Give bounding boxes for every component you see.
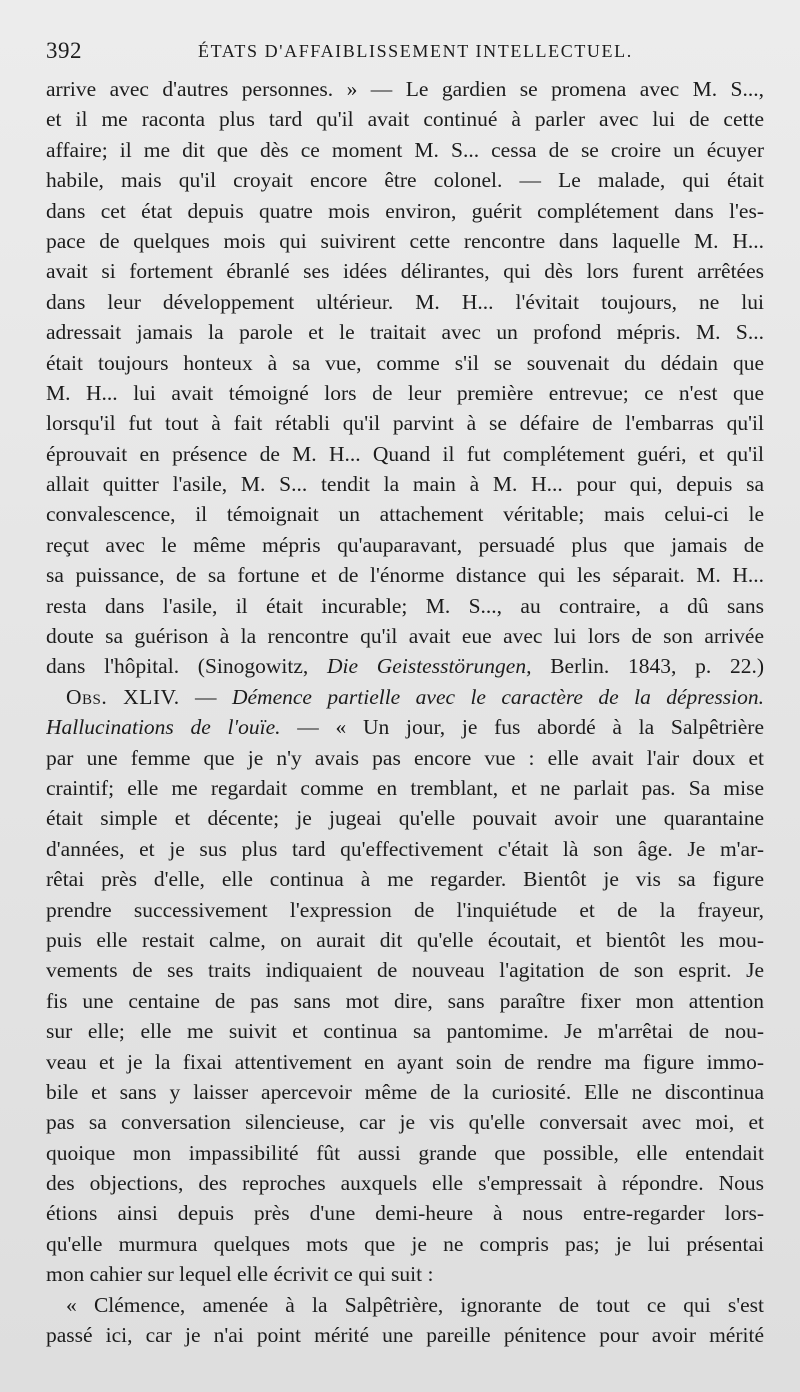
page-header [46,38,762,68]
text-line: reçut avec le même mépris qu'auparavant, persuadé plus que jamais de [46,532,764,557]
text-line: vements de ses traits indiquaient de nouveau l'agitation de son esprit. Je [46,958,764,983]
cited-work-title: Die Geistesstörungen, [327,654,532,679]
observation-title: Démence partielle avec le caractère de la dépression. [231,684,764,709]
text-line: quoique mon impassibilité fût aussi grande que possible, elle entendait [46,1140,764,1165]
text-line: était simple et décente; je jugeai qu'elle pouvait avoir une quarantaine [46,806,764,831]
text-line: et il me raconta plus tard qu'il avait continué à parler avec lui de cette [46,107,764,132]
text-line: sa puissance, de sa fortune et de l'énorme distance qui les séparait. M. H... [46,563,764,588]
text-line: convalescence, il témoignait un attachement véritable; mais celui-ci le [46,502,764,527]
text-line: adressait jamais la parole et le traitait avec un profond mépris. M. S... [46,320,764,345]
text-line: bile et sans y laisser apercevoir même de la curiosité. Elle ne discontinua [46,1079,764,1104]
text-line: par une femme que je n'y avais pas encore vue : elle avait l'air doux et [46,745,764,770]
text-line: avait si fortement ébranlé ses idées délirantes, qui dès lors furent arrêtées [46,259,764,284]
text-line: sur elle; elle me suivit et continua sa pantomime. Je m'arrêtai de nou- [46,1019,764,1044]
text-line: craintif; elle me regardait comme en tremblant, et ne parlait pas. Sa mise [46,775,764,800]
text-line: prendre successivement l'expression de l'inquiétude et de la frayeur, [46,897,764,922]
text-line: d'années, et je sus plus tard qu'effectivement c'était là son âge. Je m'ar- [46,836,764,861]
running-head: ÉTATS D'AFFAIBLISSEMENT INTELLECTUEL. [198,41,633,61]
text-line: mon cahier sur lequel elle écrivit ce qui suit : [46,1262,434,1287]
text-line: dans leur développement ultérieur. M. H... l'évitait toujours, ne lui [46,289,764,314]
observation-heading-line [46,682,764,712]
text-line: habile, mais qu'il croyait encore être colonel. — Le malade, qui était [46,168,764,193]
text-line: des objections, des reproches auxquels elle s'empressait à répondre. Nous [46,1171,764,1196]
text-line: affaire; il me dit que dès ce moment M. S... cessa de se croire un écuyer [46,137,764,162]
text-line: étions ainsi depuis près d'une demi-heure à nous entre-regarder lors- [46,1201,764,1226]
text-line: allait quitter l'asile, M. S... tendit la main à M. H... pour qui, depuis sa [46,472,764,497]
text-line: veau et je la fixai attentivement en ayant soin de rendre ma figure immo- [46,1049,764,1074]
citation-prefix: dans l'hôpital. (Sinogowitz, [46,654,309,679]
observation-number: Obs. XLIV. [66,684,180,709]
text-line: lorsqu'il fut tout à fait rétabli qu'il parvint à se défaire de l'embarras qu'il [46,411,764,436]
citation-suffix: Berlin. 1843, p. 22.) [550,654,764,679]
text-line: pace de quelques mois qui suivirent cette rencontre dans laquelle M. H... [46,228,764,253]
text-line: éprouvait en présence de M. H... Quand il fut complétement guéri, et qu'il [46,441,764,466]
page-number: 392 [46,38,82,63]
text-line: passé ici, car je n'ai point mérité une pareille pénitence pour avoir mérité [46,1323,764,1348]
text-line: resta dans l'asile, il était incurable; M. S..., au contraire, a dû sans [46,593,764,618]
text-line: doute sa guérison à la rencontre qu'il avait eue avec lui lors de son arrivée [46,624,764,649]
text-line: puis elle restait calme, on aurait dit qu'elle écoutait, et bientôt les mou- [46,927,764,952]
text-line: fis une centaine de pas sans mot dire, sans paraître fixer mon attention [46,988,764,1013]
citation-line [46,651,764,681]
observation-subtitle-line [46,712,764,742]
text-segment: — « Un jour, je fus abordé à la Salpêtrière [280,715,764,740]
text-line: était toujours honteux à sa vue, comme s'il se souvenait du dédain que [46,350,764,375]
text-line: qu'elle murmura quelques mots que je ne compris pas; je lui présentai [46,1231,764,1256]
text-line: pas sa conversation silencieuse, car je vis qu'elle conversait avec moi, et [46,1110,764,1135]
body-text [46,74,764,1350]
text-line: arrive avec d'autres personnes. » — Le gardien se promena avec M. S..., [46,77,764,101]
text-line: dans cet état depuis quatre mois environ, guérit complétement dans l'es- [46,198,764,223]
dash-separator: — [179,684,232,709]
text-line: « Clémence, amenée à la Salpêtrière, ignorante de tout ce qui s'est [66,1292,764,1317]
text-line: rêtai près d'elle, elle continua à me regarder. Bientôt je vis sa figure [46,867,764,892]
text-line: M. H... lui avait témoigné lors de leur première entrevue; ce n'est que [46,380,764,405]
observation-subtitle: Hallucinations de l'ouïe. [46,715,281,740]
